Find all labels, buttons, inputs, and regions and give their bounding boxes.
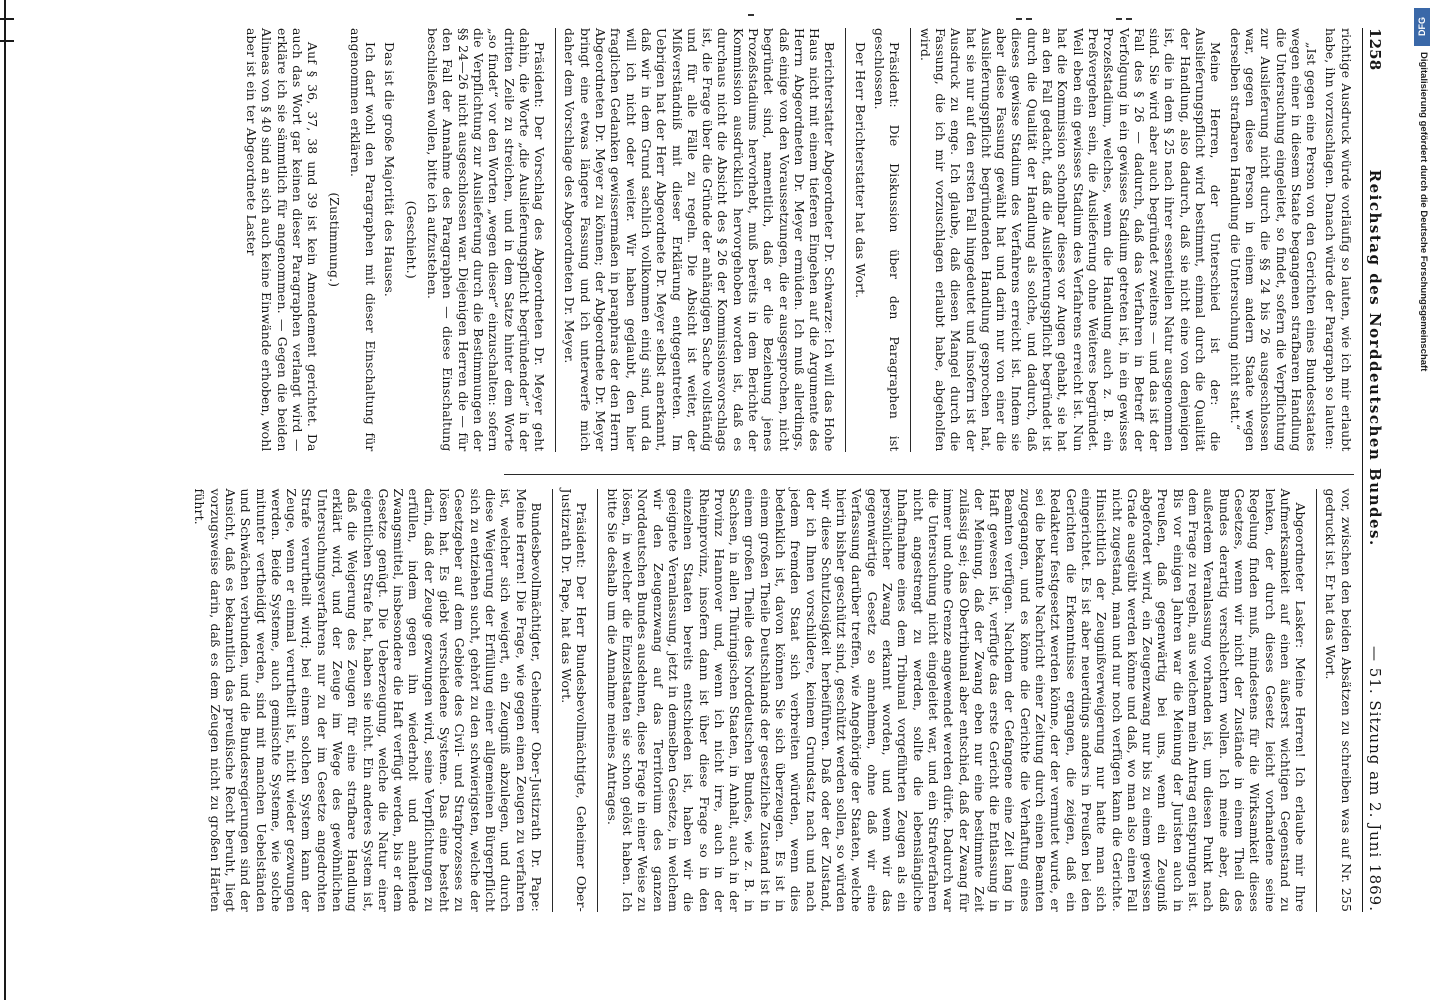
- paragraph: Der Herr Berichterstatter hat das Wort.: [852, 42, 868, 299]
- paragraph: Meine Herren, der Unterschied ist der: die Auslieferungspflicht wird bestimmt, einmal durch die Qualität der Handlung, also dadurch, daß sie nicht eine von denjenigen ist, die in dem § 25 nach ihrer essentiellen Natur ausgenommen sind. Sie wird aber auch begründet zweitens — und das ist der Fall des § 26 — dadurch, daß das Verfahren in Betreff der Verfolgung in ein gewisses Stadium getreten ist, in ein gewisses Prozeßstadium, welches, wenn die Handlung auch z. B. ein Preßvergehen sein, die Auslieferung ohne Weiteres begründet. Weil eben ein gewisses Stadium des Verfahrens erreicht ist. Nun hat die Kommission schonlbar dieses vor Augen gehabt, sie hat an den Fall gedacht, daß die Auslieferungspflicht begründet ist durch die Qualität der Handlung als solche, und dadurch, daß dieses gewisse Stadium des Verfahrens erreicht ist. Indem sie aber diese Fassung gewählt hat und darin nur von einer die Auslieferungspflicht begründenden Handlung gesprochen hat, hat sie nur auf den ersten Fall hingedeutet und insofern ist der Ausdruck zu enge. Ich glaube, daß diesen Mangel durch die Fassung, die ich mir vorzuschlagen erlaubt habe, abgeholfen wird.: [917, 28, 1224, 452]
- dfg-logo-icon: DFG: [1414, 8, 1430, 46]
- paragraph: Das ist die große Majorität des Hauses.: [382, 42, 398, 298]
- right-column: [192, 474, 1354, 913]
- section-rule: [1316, 489, 1317, 913]
- text-columns: [192, 28, 1354, 912]
- running-title: Reichstag des Norddeutschen Bundes.: [1366, 169, 1384, 547]
- section-rule: [555, 28, 556, 452]
- page-number: 1258: [1366, 28, 1384, 71]
- paragraph: Auf § 36, 37, 38 und 39 ist kein Amendement gerichtet. Da auch das Wort gar keinen dieser Paragraphen verlangt wird — erkläre ich sie sämmtlich für angenommen. — Gegen die beiden Alineas von § 40 sind an sich auch keine Einwände erhoben, wohl aber ist ein ter Abgeordnete Laster: [244, 28, 321, 452]
- paragraph: Ich darf wohl den Paragraphen mit dieser Einschaltung für angenommen erklären.: [347, 28, 379, 452]
- stage-direction: (Geschieht.): [403, 200, 419, 279]
- president-statement: Präsident: Der Vorschlag des Abgeordneten Dr. Meyer geht dahin, die Worte „die Auslieferungspflicht begründender“ in der dritten Zeile zu streichen, und in dem Satze hinter dem Worte „so findet“ vor den Worten „wegen dieser“ einzuschalten: sofern die Verpflichtung zur Auslieferung durch die Bestimmungen der §§ 24—26 nicht ausgeschlossen war. Diejenigen Herren die — für den Fall der Annahme des Paragraphen — diese Einschaltung beschließen wollen, bitte ich aufzustehen.: [425, 28, 548, 452]
- rapporteur-statement: Berichterstatter Abgeordneter Dr. Schwarze: Ich will das Hohe Haus nicht mit einem tieferen Eingehen auf die Argumente des Herrn Abgeordneten Dr. Meyer ermüden. Ich muß allerdings, daß einige von den Voraussetzungen, die er ausgesprochen, nicht begründet sind, namentlich, daß er die Beziehung jenes Prozeßstadiums hervorhebt, muß bereits in dem Berichte der Kommission ausdrücklich hervorgehoben worden ist, daß es durchaus nicht die Absicht des § 26 der Kommissionsvorschlags ist, die Frage über die Gründe der anhängigen Sache vollständig und für alle Fälle zu regeln. Die Absicht ist weiter, der Mißverständniß mit dieser Erklärung entgegentreten. Im Uebrigen hat der Herr Abgeordnete Dr. Meyer selbst anerkannt, daß wir in dem Grund sachlich vollkommen einig sind, und da will ich nicht oder weiter. Wir haben geglaubt, den hier fraglichen Gedanken gewissermaßen in paraphras der den Herrn Abgeordneten Dr. Meyer zu können; der Abgeordnete Dr. Meyer bringt eine etwas längere Fassung und ich unterwerfe mich daher dem Vorschlage des Abgeordneten Dr. Meyer.: [562, 28, 838, 452]
- lasker-statement: Abgeordneter Lasker: Meine Herren! Ich erlaube mir Ihre Aufmerksamkeit auf einen äußerst wichtigen Gegenstand zu lenken, der durch dieses Gesetz leicht vorhandene seine Regelung finden muß, mindestens für die Wirksamkeit dieses Gesetzes, wenn wir nicht der Zustände in einem Theil des Bundes derartig verschlechtern wollen. Ich meine aber, daß außerdem Veranlassung vorhanden ist, um diesen Punkt nach dem Frage zu regeln, aus welchem mein Antrag entsprungen ist. Bis vor einigen Jahren war die Meinung der Juristen auch in Preußen, daß gegenwärtig bei uns, wenn ein Zeugniß abgefordert wird, ein Zeugenzwang nur bis zu einem gewissen Grade ausgeübt werden könne und daß, wo man also einen Fall nicht zugestand, man und nur noch verfügen kann die Gerichte. Hinsichtlich der Zeugnißverweigerung nur hatte man sich eingerichtet. Es ist aber neuerdings anders in Preußen bei den Gerichten die Erkenntnisse ergangen, die zeigen, daß ein Redakteur festgesetzt werden könne, der der vermutet wurde, er sei die bekannte Nachricht einer Zeitung durch einen Beamten zugegangen, und es könne die Gerichte die Verhaftung eines Beamten verfügen. Nachdem der Gefangene eine Zeit lang in Haft gewesen ist, verfügte das erste Gericht die Entlassung in der Meinung, daß der Zwang eben nur eine bestimmte Zeit zulässig sei; das Obertribunal aber entschied, daß der Zwang für immer und ohne Grenze angewendet werden dürfe. Dadurch war die Untersuchung nicht eingeleitet war, und ein Strafverfahren nicht angestrengt zu werden, sollte die lebenslängliche Inhaftnahme eines dem Tribunal vorgeführten Zeugen als ein persönlicher Zwang erkannt worden, und wenn wir das gegenwärtige Gesetz so annehmen, ohne daß wir eine Verfassung darüber treffen, wie Angehörige der Staaten, welche hierin bisher geschützt sind, geschützt werden sollen, so würden wir diese Schutzlosigkeit herbeiführen. Daß oder der Zustand, der ich Ihnen vorschildere, keinem Grundsatz nach und nach jedem fremden Staat sich verbreiten würden, wenn dies bedenklich ist, davon können Sie sich überzeugen. Es ist in einem großen Theile Deutschlands der gesetzliche Zustand ist in einem großen Theile des Norddeutschen Bundes, wie z. B. in Sachsen, in allen Thüringischen Staaten, in Anhalt, auch in der Provinz Hannover und, wenn ich nicht irre, auch in der Rheinprovinz, insofern dann ist über diese Frage so in den einzelnen Staaten bereits entschieden ist, haben wir die geeignete Veranlassung, jetzt in demselben Gesetze, in welchem wir den Zeugenzwang auf das Territorium des ganzen Norddeutschen Bundes ausdehnen, diese Frage in einer Weise zu lösen, in welcher die Einzelstaaten sie schon gelöst haben. Ich bitte Sie deshalb um die Annahme meines Antrages.: [604, 488, 1309, 912]
- binding-tick: [0, 40, 14, 42]
- page-header: [1362, 28, 1382, 912]
- digitization-strip: [1413, 4, 1432, 1000]
- paragraph: richtige Ausdruck würde vorläufig so lauten, wie ich mir erlaubt habe, ihn vorzuschlagen. Danach würde der Paragraph so lauten:: [1323, 28, 1354, 452]
- section-rule: [597, 489, 598, 913]
- pape-statement: Bundesbevollmächtigter, Geheimer Ober-Justizrath Dr. Pape: Meine Herren! Die Frage, wie gegen einen Zeugen zu verfahren ist, welcher sich weigert, ein Zeugniß abzulegen, und durch diese Weigerung der Erfüllung einer allgemeinen Bürgerpflicht sich zu entziehen sucht, gehört zu den schwierigsten, welche der Gesetzgeber auf dem Gebiete des Civil- und Strafprozesses zu lösen hat. Es giebt verschiedene Systeme. Das eine besteht darin, daß der Zeuge gezwungen wird, seine Verpflichtungen zu erfüllen, indem gegen ihn wiederholt und anhaltende Zwangsmittel, insbesondere die Haft verfügt werden, bis er dem Gesetze genügt. Die Ueberzeugung, welche die Natur einer eigentlichen Strafe hat, haben sie nicht. Ein anderes System ist, daß die Weigerung des Zeugen für eine strafbare Handlung erklärt wird, und der Zeuge im Wege des gewöhnlichen Untersuchungsverfahrens nur zu der im Gesetze angedrohten Strafe verurtheilt wird; bei einem solchen System kann der Zeuge, wenn er einmal verurtheilt ist, nicht wieder gezwungen werden. Beide Systeme, auch gemischte Systeme, wie solche mitunter vertheidigt werden, sind mit manchen Uebelständen und Schwächen verbunden, und die Bundesregierungen sind der Ansicht, daß es bekanntlich das preußische Recht beruht, liegt vorzugsweise darin, daß es dem Zeugen nicht zu großen Härten führt.: [192, 488, 544, 912]
- section-rule: [846, 28, 847, 452]
- binding-tick: [0, 18, 14, 20]
- session-line: — 51. Sitzung am 2. Juni 1869.: [1366, 646, 1384, 912]
- president-statement: Präsident: Die Diskussion über den Paragraphen ist geschlossen.: [872, 28, 903, 452]
- stage-direction: (Zustimmung.): [326, 192, 342, 288]
- section-rule: [910, 28, 911, 452]
- paragraph: vor, zwischen den beiden Absätzen zu schreiben was auf Nr. 255 gedruckt ist. Er hat das Wort.: [1323, 488, 1354, 912]
- scanned-page: [56, 10, 1396, 930]
- digitization-credit: Digitalisierung gefördert durch die Deutsche Forschungsgemeinschaft: [1418, 52, 1429, 372]
- page-binding-edge: [4, 0, 6, 1000]
- quoted-paragraph: „Ist gegen eine Person von den Gerichten eines Bundesstaates wegen einer in diesem Staate begangenen strafbaren Handlung die Untersuchung eingeleitet, so findet, sofern die Verpflichtung zur Auslieferung nicht durch die §§ 24 bis 26 ausgeschlossen war, gegen diese Person in einem andern Staate wegen derselben strafbaren Handlung die Untersuchung nicht statt.“: [1227, 28, 1320, 452]
- section-rule: [552, 489, 553, 913]
- left-column: [244, 28, 1354, 452]
- president-statement: Präsident: Der Herr Bundesbevollmächtigte, Geheimer Ober-Justizrath Dr. Pape, hat das Wort.: [559, 488, 590, 912]
